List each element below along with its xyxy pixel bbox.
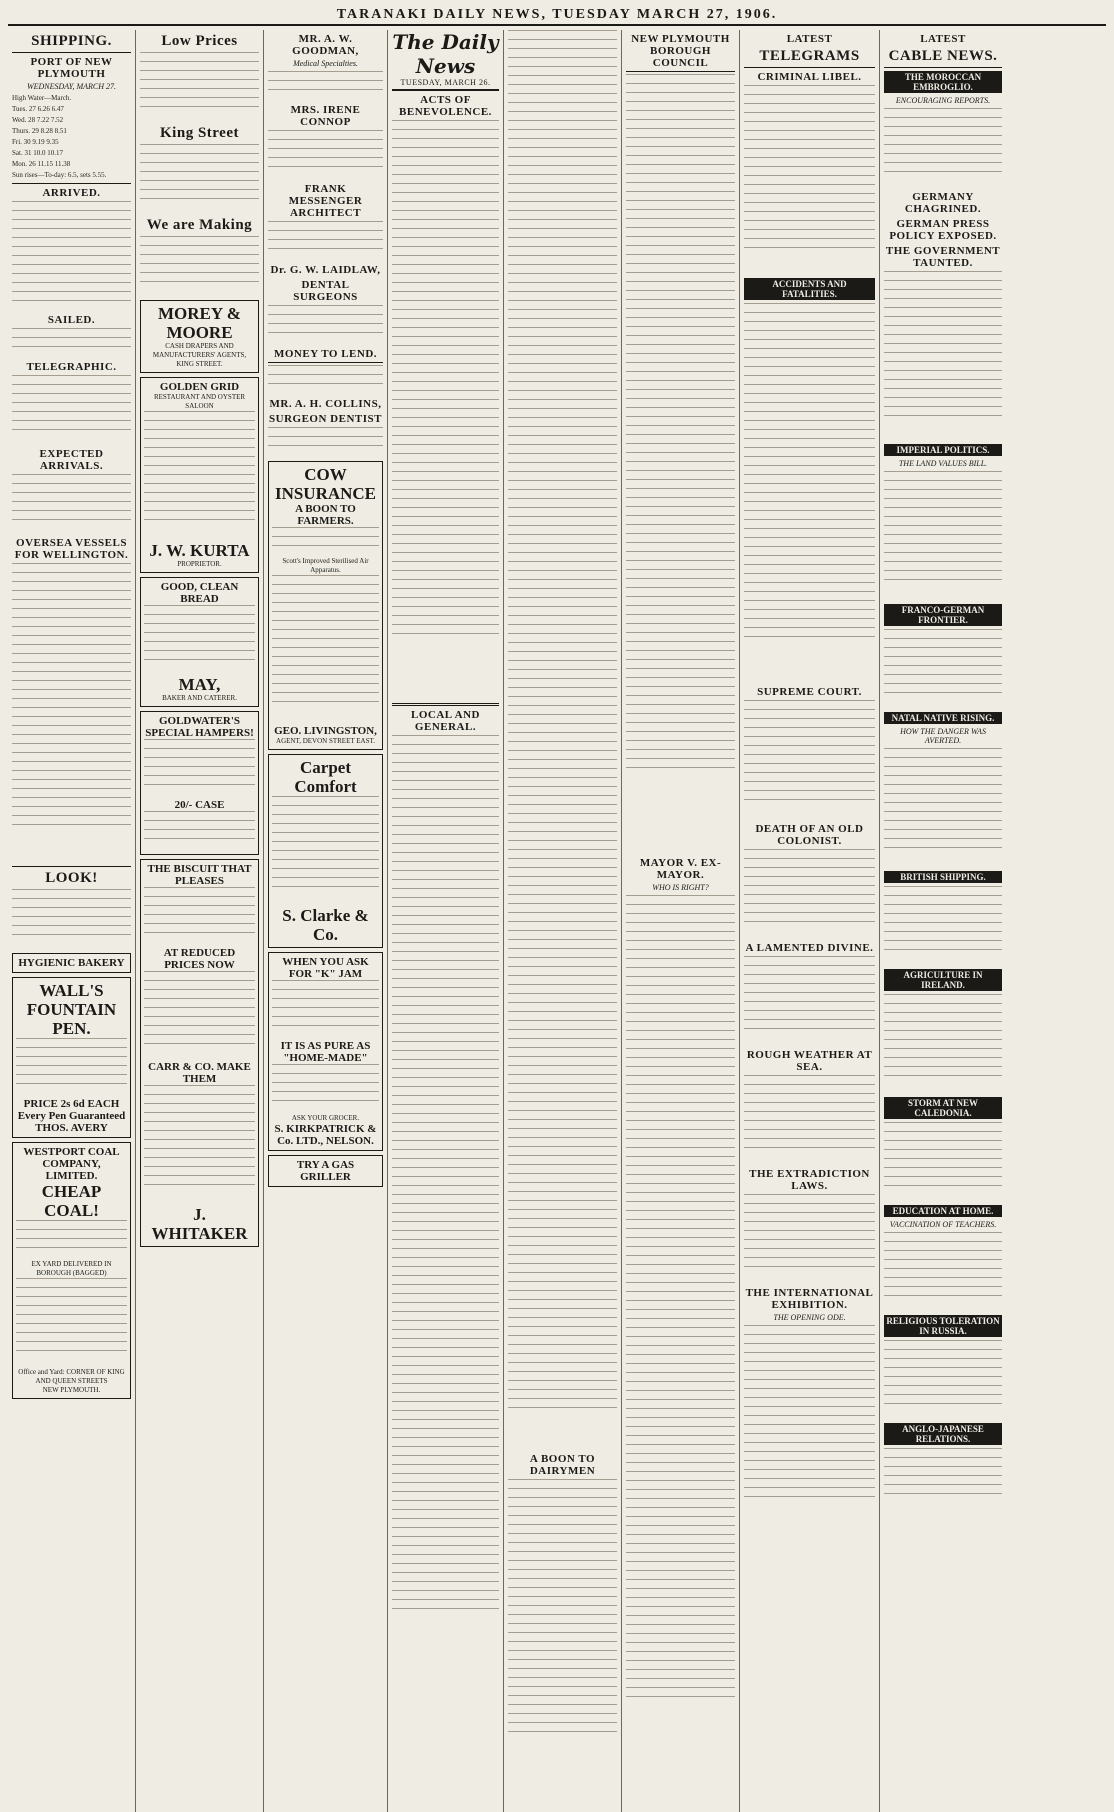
carr-co: CARR & CO. MAKE THEM	[148, 1061, 251, 1085]
body-text-lines	[144, 1085, 255, 1205]
coal-ad	[12, 1142, 131, 1399]
body-text-lines	[140, 52, 259, 122]
kurta-title: PROPRIETOR.	[177, 560, 222, 568]
king-street: King Street	[160, 125, 239, 141]
mayor-heading: MAYOR V. EX-MAYOR.	[639, 857, 722, 881]
bakery-name: HYGIENIC BAKERY	[18, 957, 125, 969]
body-text-lines	[272, 980, 379, 1040]
imperial-politics: IMPERIAL POLITICS.	[884, 444, 1002, 456]
body-text-lines	[268, 305, 383, 345]
british-shipping: BRITISH SHIPPING.	[884, 871, 1002, 883]
body-text-lines	[268, 427, 383, 457]
connop: MRS. IRENE CONNOP	[290, 104, 361, 128]
body-text-lines	[884, 471, 1002, 601]
telegrams-heading: TELEGRAMS	[744, 48, 875, 68]
goldwater-ad	[140, 711, 259, 855]
body-text-lines	[884, 1340, 1002, 1420]
land-bill: THE LAND VALUES BILL.	[898, 459, 988, 468]
body-text-lines	[884, 1448, 1002, 1508]
body-text-lines	[744, 1325, 875, 1525]
coal-town: NEW PLYMOUTH.	[42, 1386, 101, 1394]
danger-averted: HOW THE DANGER WAS AVERTED.	[900, 727, 986, 745]
column-adverts-2	[264, 30, 388, 1812]
look-heading: LOOK!	[45, 870, 98, 886]
case-price: 20/- CASE	[174, 799, 225, 811]
body-text-lines	[272, 527, 379, 557]
opening-ode: THE OPENING ODE.	[773, 1313, 846, 1322]
storm-caledonia: STORM AT NEW CALEDONIA.	[884, 1097, 1002, 1119]
exhibition: THE INTERNATIONAL EXHIBITION.	[745, 1287, 874, 1311]
who-right: WHO IS RIGHT?	[652, 883, 709, 892]
clarke: S. Clarke & Co.	[282, 906, 369, 944]
body-text-lines	[16, 1038, 127, 1098]
gas-griller: TRY A GAS GRILLER	[296, 1159, 355, 1183]
masthead	[8, 6, 1106, 26]
body-text-lines	[626, 74, 735, 854]
body-text-lines	[144, 811, 255, 851]
jam-ad	[268, 952, 383, 1151]
body-text-lines	[16, 1220, 127, 1260]
moroccan: THE MOROCCAN EMBROGLIO.	[884, 71, 1002, 93]
tide-row: High Water—March.	[12, 94, 72, 102]
golden-grid-sub: RESTAURANT AND OYSTER SALOON	[153, 393, 246, 410]
morey-moore: MOREY & MOORE	[158, 304, 241, 342]
collins: MR. A. H. COLLINS,	[269, 398, 382, 410]
government-taunted: THE GOVERNMENT TAUNTED.	[885, 245, 1001, 269]
dairymen-heading: A BOON TO DAIRYMEN	[529, 1453, 596, 1477]
body-text-lines	[268, 71, 383, 101]
arrived-heading: ARRIVED.	[42, 187, 101, 199]
body-text-lines	[272, 575, 379, 725]
agriculture-ireland: AGRICULTURE IN IRELAND.	[884, 969, 1002, 991]
body-text-lines	[744, 956, 875, 1046]
local-heading: LOCAL AND GENERAL.	[411, 709, 480, 733]
body-text-lines	[268, 365, 383, 395]
biscuit-ad	[140, 859, 259, 1247]
may-sub: BAKER AND CATERER.	[162, 694, 237, 702]
body-text-lines	[144, 605, 255, 675]
low-prices: Low Prices	[161, 33, 238, 49]
tide-table	[12, 94, 131, 169]
body-text-lines	[268, 130, 383, 180]
borough-heading: NEW PLYMOUTH BOROUGH COUNCIL	[626, 33, 735, 72]
column-adverts-1	[136, 30, 264, 1812]
tide-row: Mon. 26 11.15 11.38	[12, 160, 71, 168]
body-text-lines	[12, 889, 131, 949]
body-text-lines	[744, 85, 875, 275]
body-text-lines	[12, 375, 131, 445]
anglo-japanese: ANGLO-JAPANESE RELATIONS.	[884, 1423, 1002, 1445]
biscuit: THE BISCUIT THAT PLEASES	[147, 863, 252, 887]
nameplate-date: TUESDAY, MARCH 26.	[400, 78, 491, 87]
tide-row: Tues. 27 6.26 6.47	[12, 105, 64, 113]
k-jam: WHEN YOU ASK FOR "K" JAM	[282, 956, 369, 980]
rough-weather: ROUGH WEATHER AT SEA.	[746, 1049, 873, 1073]
body-text-lines	[884, 108, 1002, 188]
expected-heading: EXPECTED ARRIVALS.	[39, 448, 104, 472]
cheap-coal: CHEAP COAL!	[41, 1182, 102, 1220]
body-text-lines	[884, 1122, 1002, 1202]
vaccination: VACCINATION OF TEACHERS.	[889, 1220, 997, 1229]
golden-grid-ad	[140, 377, 259, 573]
column-local-news	[504, 30, 622, 1812]
body-text-lines	[884, 629, 1002, 709]
body-text-lines	[884, 271, 1002, 441]
column-telegrams	[740, 30, 880, 1812]
coal-company: WESTPORT COAL COMPANY, LIMITED.	[23, 1146, 120, 1182]
body-text-lines	[508, 1479, 617, 1769]
education-home: EDUCATION AT HOME.	[884, 1205, 1002, 1217]
surgeon-dentist: SURGEON DENTIST	[269, 413, 382, 425]
body-text-lines	[268, 221, 383, 261]
body-text-lines	[12, 328, 131, 358]
telegraphic-heading: TELEGRAPHIC.	[26, 361, 117, 373]
body-text-lines	[884, 994, 1002, 1094]
supreme-court: SUPREME COURT.	[757, 686, 862, 698]
body-text-lines	[16, 1278, 127, 1368]
body-text-lines	[508, 30, 617, 1450]
medical: Medical Specialties.	[293, 59, 358, 68]
body-text-lines	[744, 1194, 875, 1284]
body-text-lines	[744, 849, 875, 939]
we-are-making: We are Making	[146, 217, 253, 233]
german-policy: GERMAN PRESS POLICY EXPOSED.	[889, 218, 997, 242]
fountain-pen-heading: WALL'S FOUNTAIN PEN.	[26, 981, 117, 1038]
boon-farmers: A BOON TO FARMERS.	[295, 503, 356, 527]
body-text-lines	[884, 748, 1002, 868]
goldwater: GOLDWATER'S SPECIAL HAMPERS!	[145, 715, 254, 739]
bread-ad	[140, 577, 259, 707]
tide-row: Sat. 31 10.0 10.17	[12, 149, 63, 157]
column-cable-news	[880, 30, 1006, 1812]
extradiction: THE EXTRADICTION LAWS.	[749, 1168, 870, 1192]
latest-heading: LATEST	[786, 33, 833, 45]
franco-german: FRANCO-GERMAN FRONTIER.	[884, 604, 1002, 626]
body-text-lines	[272, 796, 379, 906]
encouraging: ENCOURAGING REPORTS.	[895, 96, 991, 105]
body-text-lines	[12, 563, 131, 863]
pen-guarantee: Every Pen Guaranteed	[17, 1110, 126, 1122]
latest-cable-heading: LATEST	[920, 33, 966, 45]
body-text-lines	[144, 887, 255, 947]
port-date: WEDNESDAY, MARCH 27.	[26, 82, 117, 91]
tide-row: Thurs. 29 8.28 8.51	[12, 127, 67, 135]
body-text-lines	[392, 120, 499, 700]
tide-row: Wed. 28 7.22 7.52	[12, 116, 64, 124]
coal-yard: EX YARD DELIVERED IN BOROUGH (BAGGED)	[31, 1260, 112, 1277]
body-text-lines	[140, 236, 259, 296]
column-shipping	[8, 30, 136, 1812]
columns	[8, 30, 1106, 1812]
home-made: IT IS AS PURE AS "HOME-MADE"	[280, 1040, 371, 1064]
body-text-lines	[12, 201, 131, 311]
livingston: GEO. LIVINGSTON,	[274, 725, 377, 737]
masthead-title: TARANAKI DAILY NEWS, TUESDAY MARCH 27, 1906.	[336, 7, 778, 22]
morey-moore-ad	[140, 300, 259, 373]
laidlaw: Dr. G. W. LAIDLAW,	[270, 264, 381, 276]
bakery-ad	[12, 953, 131, 973]
livingston-agent: AGENT, DEVON STREET EAST.	[276, 737, 375, 745]
germany-chagrined: GERMANY CHAGRINED.	[904, 191, 982, 215]
cow-insurance: COW INSURANCE	[274, 465, 377, 503]
milk-apparatus: Scott's Improved Sterilised Air Apparatus.	[282, 557, 369, 574]
body-text-lines	[744, 700, 875, 820]
body-text-lines	[144, 411, 255, 541]
kurta: J. W. KURTA	[149, 541, 250, 560]
may: MAY,	[178, 675, 221, 694]
shipping-heading: SHIPPING.	[12, 33, 131, 53]
body-text-lines	[144, 971, 255, 1061]
pen-price: PRICE 2s 6d EACH	[23, 1098, 120, 1110]
ask-grocer: ASK YOUR GROCER.	[291, 1114, 360, 1122]
morey-moore-sub: CASH DRAPERS AND MANUFACTURERS' AGENTS, KING STREET.	[152, 342, 247, 368]
body-text-lines	[884, 886, 1002, 966]
money-to-lend: MONEY TO LEND.	[268, 348, 383, 363]
body-text-lines	[12, 474, 131, 534]
cow-insurance-ad	[268, 461, 383, 750]
accidents-heading: ACCIDENTS AND FATALITIES.	[744, 278, 875, 300]
column-borough	[622, 30, 740, 1812]
fountain-pen-ad	[12, 977, 131, 1138]
nameplate-title: The Daily News	[392, 30, 499, 78]
body-text-lines	[626, 895, 735, 1795]
golden-grid: GOLDEN GRID	[159, 381, 240, 393]
cable-heading: CABLE NEWS.	[884, 48, 1002, 68]
tide-row: Fri. 30 9.19 9.35	[12, 138, 59, 146]
coal-office: Office and Yard: CORNER OF KING AND QUEEN STREETS	[18, 1368, 125, 1385]
pen-seller: THOS. AVERY	[35, 1122, 108, 1134]
column-editorial	[388, 30, 504, 1812]
body-text-lines	[144, 739, 255, 799]
reduced-prices: AT REDUCED PRICES NOW	[163, 947, 236, 971]
port-heading: PORT OF NEW PLYMOUTH	[30, 56, 113, 80]
natal-rising: NATAL NATIVE RISING.	[884, 712, 1002, 724]
sun-times: Sun rises—To-day: 6.5, sets 5.55.	[12, 171, 107, 179]
griller-ad	[268, 1155, 383, 1187]
kirkpatrick: S. KIRKPATRICK & Co. LTD., NELSON.	[274, 1123, 377, 1147]
body-text-lines	[744, 303, 875, 683]
criminal-libel: CRIMINAL LIBEL.	[757, 71, 862, 83]
body-text-lines	[884, 1232, 1002, 1312]
death-colonist: DEATH OF AN OLD COLONIST.	[755, 823, 864, 847]
sailed-heading: SAILED.	[47, 314, 96, 326]
good-bread: GOOD, CLEAN BREAD	[160, 581, 239, 605]
lamented-divine: A LAMENTED DIVINE.	[745, 942, 874, 954]
overseas-heading: OVERSEA VESSELS FOR WELLINGTON.	[14, 537, 129, 561]
religious-toleration: RELIGIOUS TOLERATION IN RUSSIA.	[884, 1315, 1002, 1337]
goodman: MR. A. W. GOODMAN,	[292, 33, 359, 57]
acts-heading: ACTS OF BENEVOLENCE.	[399, 94, 492, 118]
nameplate	[392, 30, 499, 91]
carpet-comfort: Carpet Comfort	[294, 758, 357, 796]
body-text-lines	[392, 735, 499, 1715]
dental-surgeons: DENTAL SURGEONS	[293, 279, 358, 303]
whitaker: J. WHITAKER	[151, 1205, 248, 1243]
body-text-lines	[744, 1075, 875, 1165]
carpet-ad	[268, 754, 383, 948]
messenger: FRANK MESSENGER ARCHITECT	[288, 183, 363, 219]
body-text-lines	[140, 144, 259, 214]
body-text-lines	[272, 1064, 379, 1114]
